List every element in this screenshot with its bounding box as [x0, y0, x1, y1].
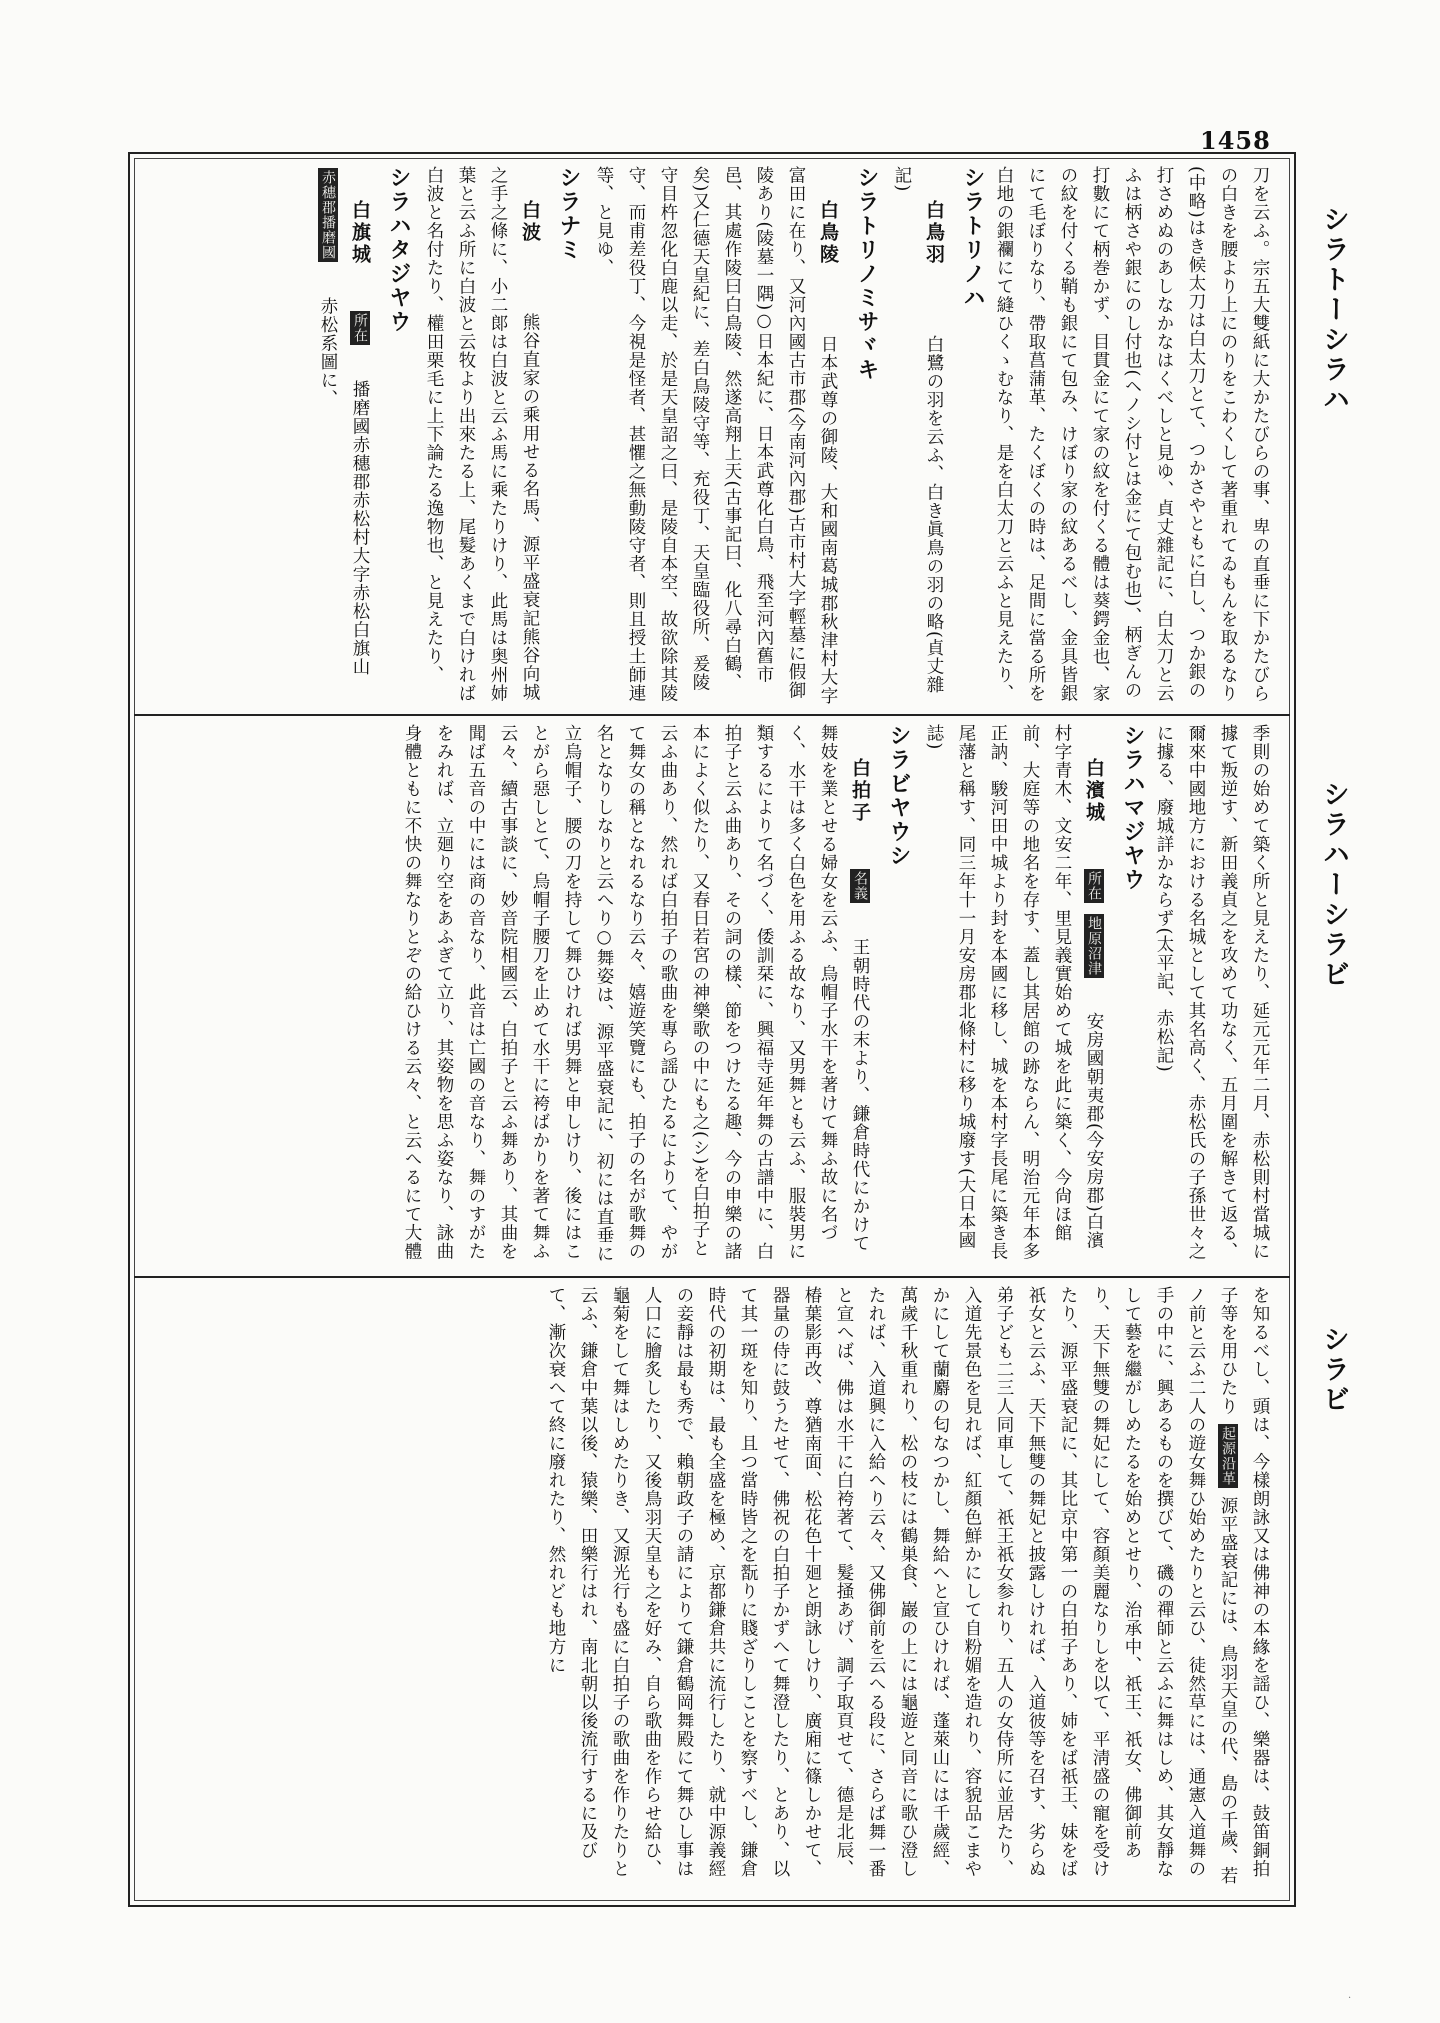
entry-tag: 地原沼津 — [1086, 915, 1102, 976]
entry-tag: 赤穗郡播磨國 — [320, 170, 336, 260]
running-head: シラビ — [1318, 1325, 1349, 1415]
text-band-top — [152, 166, 1276, 706]
running-head: シラハーシラビ — [1318, 780, 1349, 990]
dictionary-entry — [312, 166, 414, 706]
section-tag: 起源沿革 — [1220, 1426, 1236, 1487]
band-divider — [134, 714, 1290, 716]
entry-kanji: 白拍子 — [849, 758, 871, 824]
entry-kanji: 白鳥羽 — [923, 200, 945, 266]
entry-headword: シラハタジヤウ — [386, 166, 411, 334]
page-number: 1458 — [1200, 126, 1271, 155]
text-band-middle — [152, 724, 1276, 1268]
entry-text: 熊谷直家の乘用せる名馬、源平盛衰記熊谷向城之手之條に、小二郞は白波と云ふ馬に乘たりけり、此馬は奥州姉葉と云ふ所に白波と云牧より出來たる上、尾髮あくまで白ければ白波と名付たり、權田栗毛に上下論たる逸物也、と見えたり、 — [424, 166, 540, 703]
entry-tag: 所在 — [1086, 871, 1102, 902]
entry-text: 安房國朝夷郡(今安房郡)白濱村字青木、文安二年、里見義實始めて城を此に築く、今尙ほ館前、大庭等の地名を存す、蓋し其居館の跡ならん、明治元年本多正訥、駿河田中城より封を本國に移し、城を本村字長尾に築き長尾藩と稱す、同三年十一月安房郡北條村に移り城廢す(大日本國誌) — [924, 724, 1104, 1261]
entry-text: 播磨國赤穗郡赤松村大字赤松白旗山 — [350, 379, 370, 676]
continuation-text: 刀を云ふ。宗五大雙紙に大かたびらの事、卑の直垂に下かたびらの白きを腰より上にのりをこわくして著重れてゐもんを取るなり(中略)はき候太刀は白太刀とて、つかさやともに白し、つか銀の打さめぬのあしなかなはくべしと見ゆ、貞丈雜記に、白太刀と云ふは柄さや銀にのし付也(ヘノシ付とは金にて包む也)、柄ぎんの打數にて柄巻かず、目貫金にて家の紋を付くる體は葵鍔金也、家の紋を付くる鞘も銀にて包み、けぼり家の紋あるべし、金具皆銀にて毛ぼりなり、帶取菖蒲革、たくぼくの時は、足間に當る所を白地の銀襴にて縫ひくゝむなり、是を白太刀と云ふと見えたり、 — [994, 166, 1270, 703]
body-text: 源平盛衰記には、鳥羽天皇の代、島の千歲、若ノ前と云ふ二人の遊女舞ひ始めたりと云ひ、徒然草には、通憲入道舞の手の中に、興あるものを撰びて、磯の禪師と云ふに舞はしめ、其女靜なして藝を繼がしめたるを始めとせり、治承中、祇王、祇女、佛御前あり、天下無雙の舞妃にして、容顏美麗なりしを以て、平淸盛の寵を受けたり、源平盛衰記に、其比京中第一の白拍子あり、姉をば祇王、妹をば祇女と云ふ、天下無雙の舞妃と披露しければ、入道彼等を召す、劣らぬ弟子ども二三人同車して、祇王祇女参れり、五人の女侍所に並居たり、入道先景色を見れば、紅顏色鮮かにして自粉媚を造れり、容貌品こまやかにして蘭麝の匂なつかし、舞給へと宣ひければ、蓬萊山には千歲經、萬歲千秋重れり、松の枝には鶴巣食、巖の上には龜遊と同音に歌ひ澄したれば、入道興に入給へり云々、又佛御前を云へる段に、さらば舞一番と宣へば、佛は水干に白袴著て、髮掻あげ、調子取頁せて、德是北辰、椿葉影再改、尊猶南面、松花色十廻と朗詠しけり、廣廂に篠しかせて、器量の侍に鼓うたせて、佛祝の白拍子かずへて舞澄したり、とあり、以て其一斑を知り、且つ當時皆之を翫りに賤ざりしことを察すべし、鎌倉時代の初期は、最も全盛を極め、京都鎌倉共に流行したり、就中源義經の妾靜は最も秀で、賴朝政子の請によりて鎌倉鶴岡舞殿にて舞ひし事は人口に膾炙したり、又後鳥羽天皇も之を好み、自ら歌曲を作らせ給ひ、龜菊をして舞はしめたりき、又源光行も盛に白拍子の歌曲を作りたりと云ふ、鎌倉中葉以後、猿樂、田樂行はれ、南北朝以後流行するに及びて、漸次衰へて終に廢れたり、然れども地方に — [546, 1286, 1238, 1886]
entry-tag: 所在 — [352, 313, 368, 344]
continuation-text: 季則の始めて築く所と見えたり、延元元年二月、赤松則村當城に據て叛逆す、新田義貞之を攻めて功なく、五月圍を解きて返る、爾來中國地方における名城として其名高く、赤松氏の子孫世々之に據る、廢城詳かならず(太平記、赤松記) — [1154, 724, 1270, 1261]
entry-headword: シラハマジヤウ — [1120, 724, 1145, 892]
entry-headword: シラトリノハ — [960, 166, 985, 310]
band-divider — [134, 1276, 1290, 1278]
text-band-bottom — [152, 1286, 1276, 1894]
entry-kanji: 白旗城 — [349, 200, 371, 266]
entry-headword: シラナミ — [556, 166, 581, 262]
entry-kanji: 白鳥陵 — [817, 200, 839, 266]
entry-text: 赤松系圖に、 — [318, 296, 338, 408]
entry-text: 日本武尊の御陵、大和國南葛城郡秋津村大字富田に在り、又河內國古市郡(今南河內郡)古市村大字輕墓に假御陵あり(陵墓一隅)○日本紀に、日本武尊化白鳥、飛至河內舊市邑、其處作陵曰白鳥陵、然遂高翔上天(古事記曰、化八尋白鶴、矣)又仁德天皇紀に、差白鳥陵守等、充役丁、天皇臨役所、爰陵守目杵忽化白鹿以走、於是天皇詔之曰、是陵自本空、故欲除其陵守、而甫差役丁、今視是怪者、甚懼之無動陵守者、則且授土師連等、と見ゆ、 — [594, 166, 838, 706]
entry-headword: シラビヤウシ — [886, 724, 911, 868]
entry-kanji: 白波 — [519, 200, 541, 244]
running-head: シラトーシラハ — [1318, 205, 1349, 415]
entry-text: 王朝時代の末より、鎌倉時代にかけて舞妓を業とせる婦女を云ふ、烏帽子水干を著けて舞ふ故に名づく、水干は多く白色を用ふる故なり、又男舞とも云ふ、服裝男に類するによりて名づく、倭訓栞に、興福寺延年舞の古譜中に、白拍子と云ふ曲あり、その詞の樣、節をつけたる趣、今の申樂の諸本によく似たり、又春日若宮の神樂歌の中にも之(シ)を白拍子と云ふ曲あり、然れば白拍子の歌曲を專ら謡ひたるによりて、やがて舞女の稱となれるなり云々、嬉遊笑覽にも、拍子の名が歌舞の名となりしなりと云へり○舞姿は、源平盛衰記に、初には直垂に立烏帽子、腰の刀を持して舞ひければ男舞と申しけり、後にはことがら惡しとて、烏帽子腰刀を止めて水干に袴ばかりを著て舞ふ云々、續古事談に、妙音院相國云、白拍子と云ふ舞あり、其曲を聞ば五音の中には商の音なり、此音は亡國の音なり、舞のすがたをみれば、立廻り空をあふぎて立り、其姿物を思ふ姿なり、詠曲身體ともに不快の舞なりとぞの給ひける云々、と云へるにて大體 — [402, 724, 870, 1263]
entry-tag: 名義 — [852, 871, 868, 902]
dictionary-entry — [396, 724, 914, 1268]
entry-text: 白鷺の羽を云ふ、白き眞鳥の羽の略(貞丈雜記) — [892, 166, 944, 695]
entry-headword: シラトリノミサヾキ — [854, 166, 879, 382]
dictionary-entry — [918, 724, 1148, 1268]
dictionary-entry — [588, 166, 882, 706]
entry-kanji: 白濱城 — [1083, 758, 1105, 824]
dictionary-entry — [418, 166, 584, 706]
scan-mark: . — [1348, 1990, 1352, 2001]
continuation-text: を知るべし、頭は、今樣朗詠又は佛神の本緣を謡ひ、樂器は、鼓笛銅拍子等を用ひたり — [1218, 1286, 1270, 1878]
dictionary-entry — [886, 166, 988, 706]
